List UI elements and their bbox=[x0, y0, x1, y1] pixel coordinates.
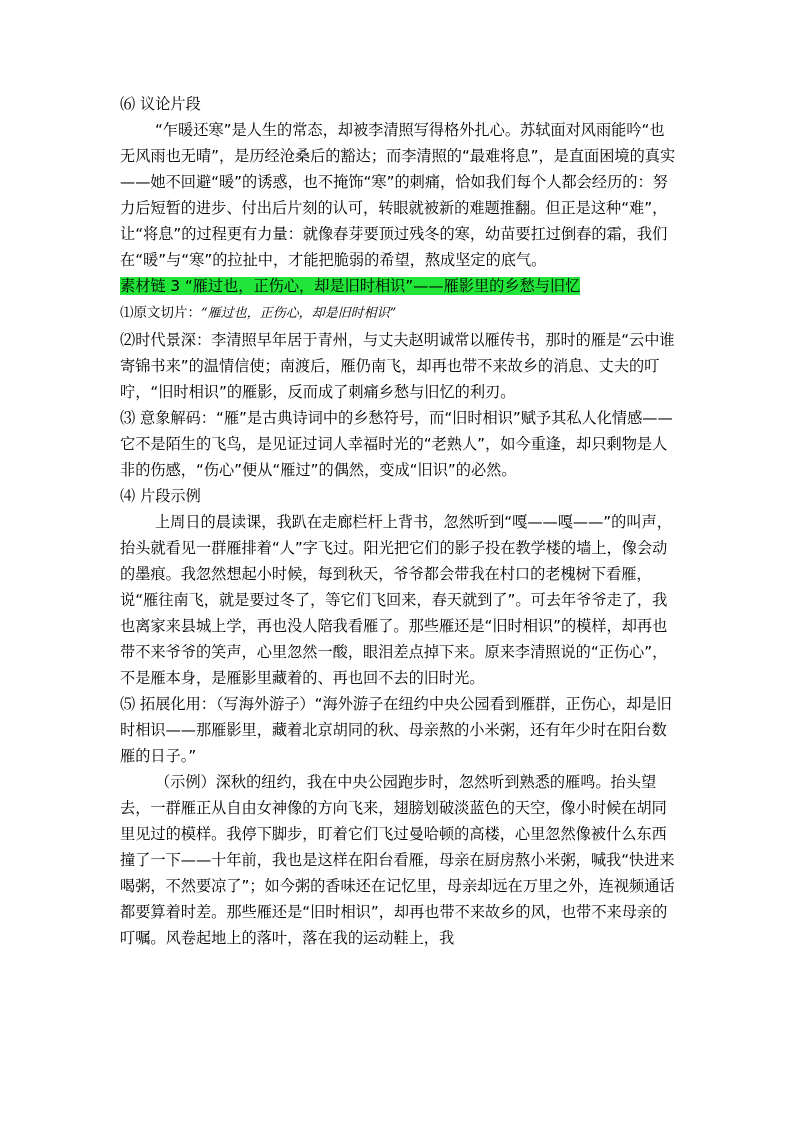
original-excerpt-line bbox=[120, 299, 676, 327]
extended-example-paragraph: （示例）深秋的纽约，我在中央公园跑步时，忽然听到熟悉的雁鸣。抬头望去，一群雁正从自由女神像的方向飞来，翅膀划破淡蓝色的天空，像小时候在胡同里见过的模样。我停下脚步，盯着它们飞过曼哈顿的高楼，心里忽然像被什么东西撞了一下——十年前，我也是这样在阳台看雁，母亲在厨房熬小米粥，喊我“快进来喝粥，不然要凉了”；如今粥的香味还在记忆里，母亲却远在万里之外，连视频通话都要算着时差。那些雁还是“旧时相识”，却再也带不来故乡的风，也带不来母亲的叮嘱。风卷起地上的落叶，落在我的运动鞋上，我 bbox=[120, 773, 675, 947]
original-excerpt-label: ⑴原文切片： bbox=[120, 305, 201, 321]
imagery-decoding-paragraph: ⑶ 意象解码：“雁”是古典诗词中的乡愁符号，而“旧时相识”赋予其私人化情感——它不是陌生的飞鸟，是见证过词人幸福时光的“老熟人”，如今重逢，却只剩物是人非的伤感，“伤心”便从“雁过”的偶然，变成“旧识”的必然。 bbox=[120, 409, 673, 479]
material-3-title-line bbox=[120, 273, 676, 299]
extended-application-paragraph: ⑸ 拓展化用：（写海外游子）“海外游子在纽约中央公园看到雁群，正伤心，却是旧时相识——那雁影里，藏着北京胡同的秋、母亲熬的小米粥，还有年少时在阳台数雁的日子。” bbox=[120, 695, 672, 765]
document-page bbox=[120, 91, 676, 951]
argument-paragraph: “乍暖还寒”是人生的常态，却被李清照写得格外扎心。苏轼面对风雨能吟“也无风雨也无晴”，是历经沧桑后的豁达；而李清照的“最难将息”，是直面困境的真实——她不回避“暖”的诱惑，也不掩饰“寒”的刺痛，恰如我们每个人都会经历的：努力后短暂的进步、付出后片刻的认可，转眼就被新的难题推翻。但正是这种“难”，让“将息”的过程更有力量：就像春芽要顶过残冬的寒，幼苗要扛过倒春的霜，我们在“暖”与“寒”的拉扯中，才能把脆弱的希望，熬成坚定的底气。 bbox=[120, 121, 676, 269]
section-6-heading: ⑹ 议论片段 bbox=[120, 95, 201, 113]
example-fragment-paragraph: 上周日的晨读课，我趴在走廊栏杆上背书，忽然听到“嘎——嘎——”的叫声，抬头就看见一群雁排着“人”字飞过。阳光把它们的影子投在教学楼的墙上，像会动的墨痕。我忽然想起小时候，每到秋天，爷爷都会带我在村口的老槐树下看雁，说“雁往南飞，就是要过冬了，等它们飞回来，春天就到了”。可去年爷爷走了，我也离家来县城上学，再也没人陪我看雁了。那些雁还是“旧时相识”的模样，却再也带不来爷爷的笑声，心里忽然一酸，眼泪差点掉下来。原来李清照说的“正伤心”，不是雁本身，是雁影里藏着的、再也回不去的旧时光。 bbox=[120, 513, 672, 687]
material-3-title: 素材链 3 “雁过也，正伤心，却是旧时相识”——雁影里的乡愁与旧忆 bbox=[120, 277, 581, 295]
original-excerpt-quote: “雁过也，正伤心，却是旧时相识” bbox=[201, 306, 397, 321]
historical-context-paragraph: ⑵时代景深：李清照早年居于青州，与丈夫赵明诚常以雁传书，那时的雁是“云中谁寄锦书来”的温情信使；南渡后，雁仍南飞，却再也带不来故乡的消息、丈夫的叮咛，“旧时相识”的雁影，反而成了刺痛乡愁与旧忆的利刃。 bbox=[120, 331, 675, 401]
example-fragment-heading: ⑷ 片段示例 bbox=[120, 487, 201, 505]
